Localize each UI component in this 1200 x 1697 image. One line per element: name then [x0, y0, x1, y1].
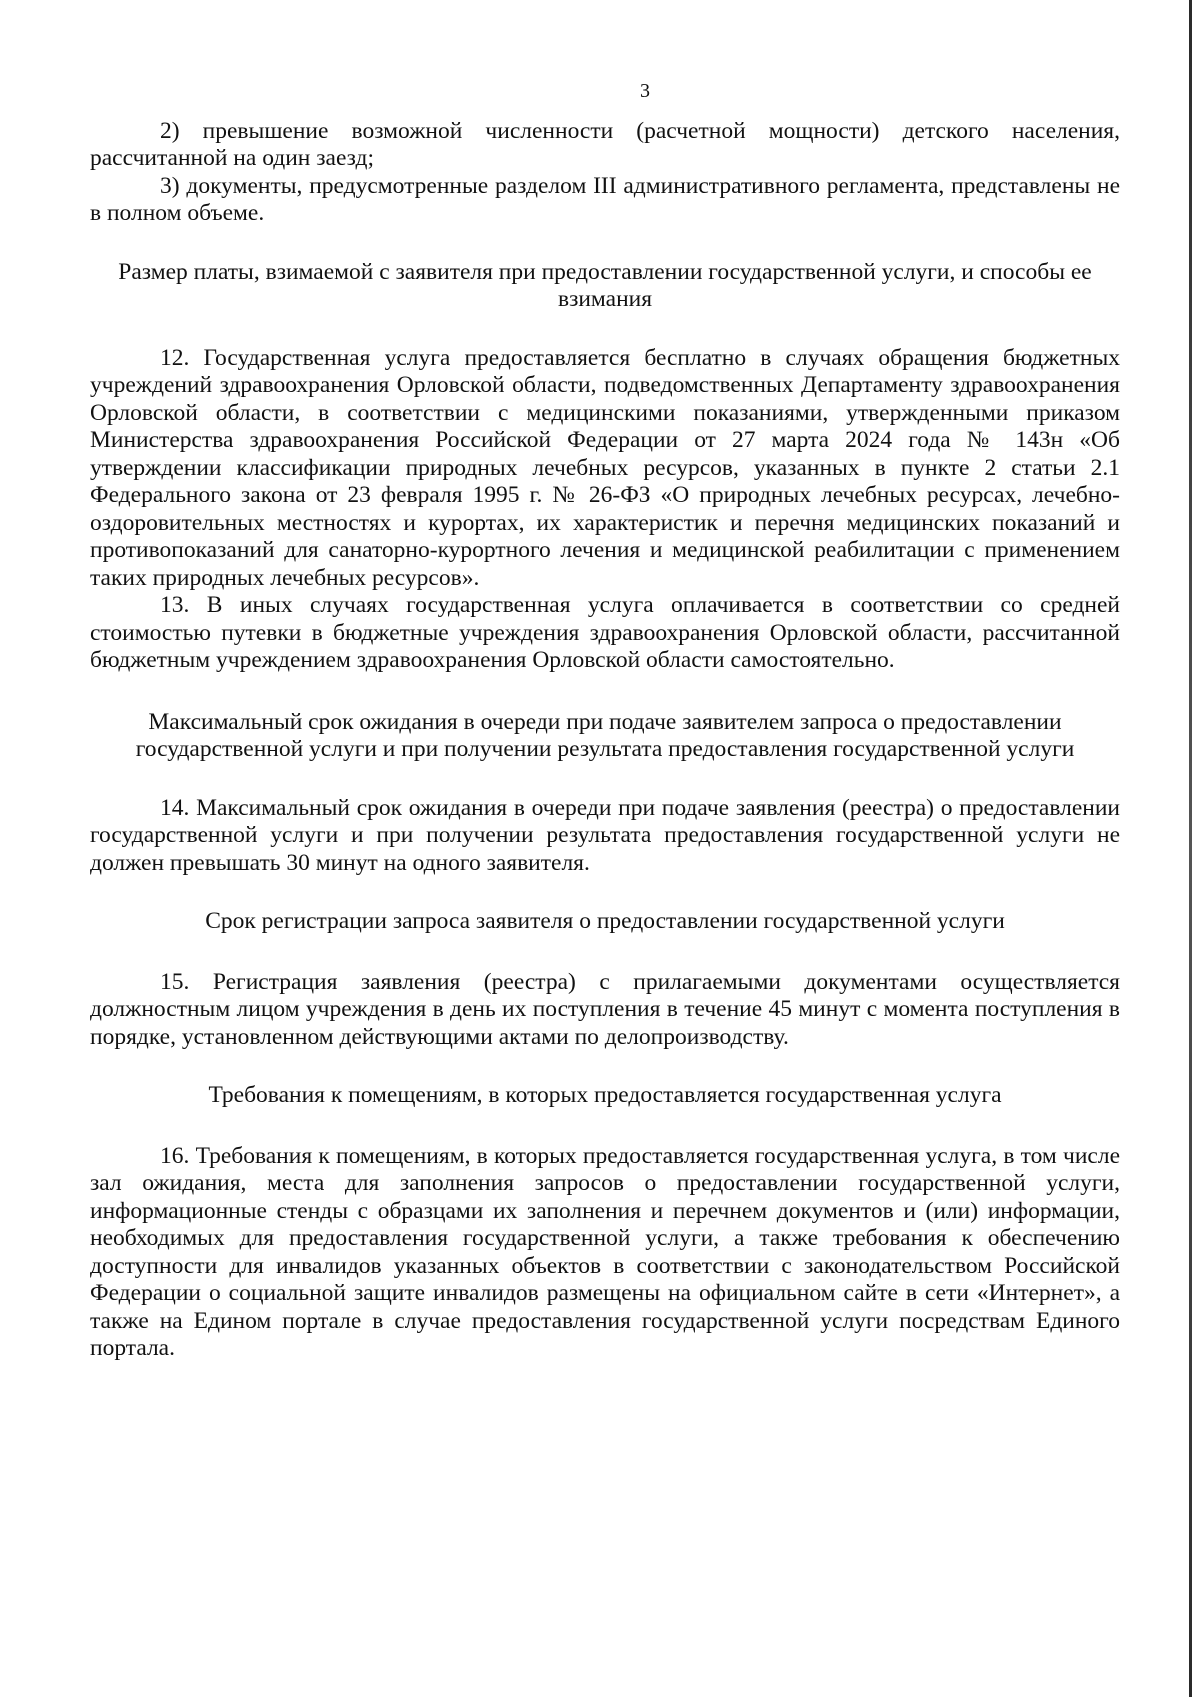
paragraph-14: 14. Максимальный срок ожидания в очереди при подаче заявления (реестра) о предоставлении государственной услуги и при получении результата предоставления государственной услуги не должен превышать 30 минут на одного заявителя. — [90, 794, 1120, 876]
section-heading-fee: Размер платы, взимаемой с заявителя при предоставлении государственной услуги, и способы ее взимания — [118, 258, 1092, 312]
scan-edge-line — [1189, 0, 1192, 1697]
paragraph-13: 13. В иных случаях государственная услуга оплачивается в соответствии со средней стоимостью путевки в бюджетные учреждения здравоохранения Орловской области, рассчитанной бюджетным учреждением здравоохранения Орловской области самостоятельно. — [90, 592, 1120, 673]
paragraph-item-3: 3) документы, предусмотренные разделом III административного регламента, представлены не в полном объеме. — [90, 172, 1120, 226]
document-page — [90, 78, 1120, 1363]
section-heading-premises: Требования к помещениям, в которых предоставляется государственная услуга — [208, 1082, 1002, 1108]
paragraph-16: 16. Требования к помещениям, в которых предоставляется государственная услуга, в том числе зал ожидания, места для заполнения запросов о предоставлении государственной услуги, информационные стенды с образцами их заполнения и перечнем документов и (или) информации, необходимых для предоставления государственной услуги, а также требования к обеспечению доступности для инвалидов указанных объектов в соответствии с законодательством Российской Федерации о социальной защите инвалидов размещены на официальном сайте в сети «Интернет», а также на Едином портале в случае предоставления государственной услуги посредствам Единого портала. — [90, 1142, 1120, 1361]
paragraph-item-2: 2) превышение возможной численности (расчетной мощности) детского населения, рассчитанной на один заезд; — [90, 117, 1120, 171]
section-heading-registration-time: Срок регистрации запроса заявителя о предоставлении государственной услуги — [205, 908, 1005, 934]
section-heading-waiting-time: Максимальный срок ожидания в очереди при подаче заявителем запроса о предоставлении государственной услуги и при получении результата предоставления государственной услуги — [135, 708, 1075, 762]
page-number: 3 — [640, 80, 650, 102]
paragraph-15: 15. Регистрация заявления (реестра) с прилагаемыми документами осуществляется должностным лицом учреждения в день их поступления в течение 45 минут с момента поступления в порядке, установленном действующими актами по делопроизводству. — [90, 968, 1120, 1050]
paragraph-12: 12. Государственная услуга предоставляется бесплатно в случаях обращения бюджетных учреждений здравоохранения Орловской области, подведомственных Департаменту здравоохранения Орловской области, в соответствии с медицинскими показаниями, утвержденными приказом Министерства здравоохранения Российской Федерации от 27 марта 2024 года № 143н «Об утверждении классификации природных лечебных ресурсов, указанных в пункте 2 статьи 2.1 Федерального закона от 23 февраля 1995 г. № 26-ФЗ «О природных лечебных ресурсах, лечебно-оздоровительных местностях и курортах, их характеристик и перечня медицинских показаний и противопоказаний для санаторно-курортного лечения и медицинской реабилитации с применением таких природных лечебных ресурсов». — [90, 344, 1120, 591]
